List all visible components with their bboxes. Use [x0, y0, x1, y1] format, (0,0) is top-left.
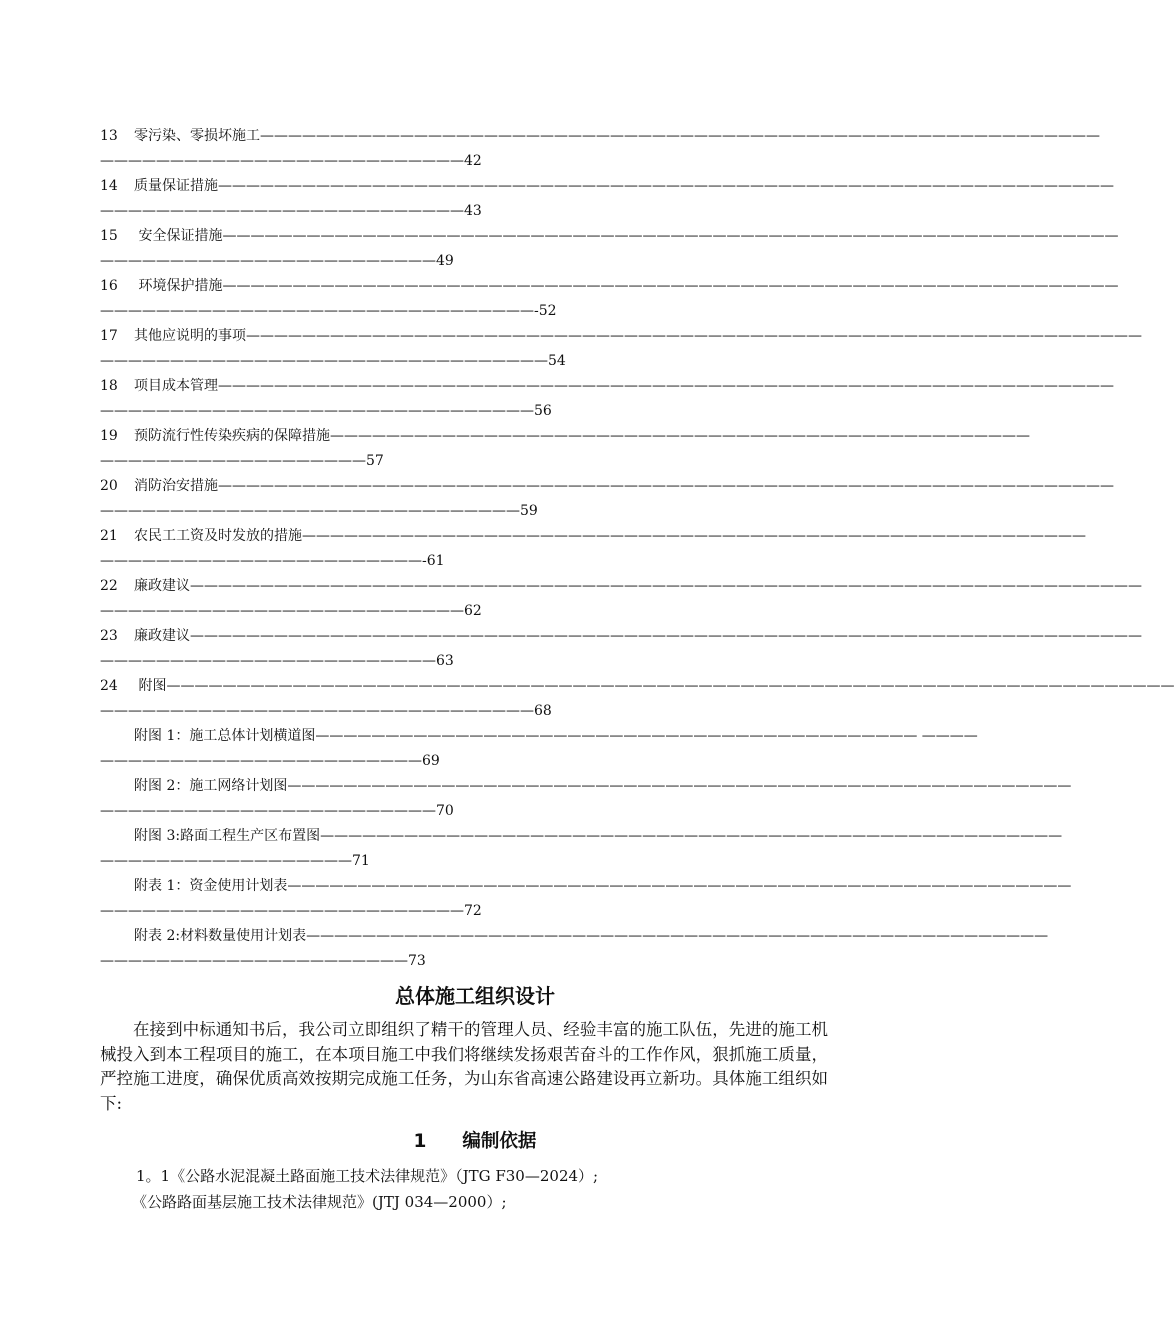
toc-entry-line [100, 124, 1100, 149]
toc-leader: ————————————————————————————————————————————————————— [306, 928, 1049, 944]
toc-entry-label: 安全保证措施 [134, 228, 223, 244]
toc-entry[interactable] [100, 224, 1119, 274]
toc-entry-label: 消防治安措施 [134, 478, 218, 494]
toc-leader: ————————————————————————————————————————————————————— [320, 828, 1063, 844]
toc-entry-line [100, 724, 978, 749]
toc-entry-label: 附表 1：资金使用计划表 [134, 878, 288, 894]
toc-entry-label: 附图 1：施工总体计划横道图 [134, 728, 316, 744]
document-title: 总体施工组织设计 [395, 984, 555, 1008]
toc-entry[interactable] [100, 624, 1142, 674]
toc-entry-label: 附图 3:路面工程生产区布置图 [134, 828, 321, 844]
toc-entry-page: ———————————————————57 [100, 453, 384, 469]
toc-leader: ———————————————————————————————————————————————————————————————— [218, 478, 1114, 494]
toc-entry-number: 24 [100, 678, 118, 694]
toc-entry-label: 质量保证措施 [134, 178, 218, 194]
toc-leader: ———————————————————————————————————————————————————————————————— [246, 328, 1142, 344]
basis-item: 《公路路面基层施工技术法律规范》(JTJ 034—2000）; [132, 1193, 507, 1211]
toc-entry-line [100, 624, 1142, 649]
toc-leader: ——————————————————————————————————————————— ———— [315, 728, 978, 744]
toc-entry[interactable] [100, 574, 1142, 624]
toc-entry-label: 预防流行性传染疾病的保障措施 [134, 428, 330, 444]
toc-entry-line [100, 674, 1174, 699]
toc-entry-label: 附图 2：施工网络计划图 [134, 778, 288, 794]
toc-entry-line [100, 874, 1072, 899]
toc-entry-page: ——————————————————————73 [100, 953, 426, 969]
toc-entry[interactable] [100, 124, 1100, 174]
section-number: 1 [413, 1131, 427, 1152]
table-of-contents [100, 124, 1174, 974]
toc-entry[interactable] [100, 774, 1072, 824]
toc-entry-page: ———————————————————————————————68 [100, 703, 552, 719]
toc-entry[interactable] [100, 724, 978, 774]
toc-entry[interactable] [100, 874, 1072, 924]
toc-entry-number: 17 [100, 328, 118, 344]
toc-leader: ———————————————————————————————————————————————————————————————————————— [166, 678, 1174, 694]
toc-entry-page: ——————————————————————————72 [100, 903, 482, 919]
toc-entry-number: 13 [100, 128, 118, 144]
toc-entry[interactable] [100, 374, 1114, 424]
toc-entry-label: 附表 2:材料数量使用计划表 [134, 928, 307, 944]
toc-leader: ———————————————————————————————————————————————————————————— [260, 128, 1100, 144]
toc-entry[interactable] [100, 274, 1119, 324]
toc-entry-page: ————————————————————————70 [100, 803, 454, 819]
toc-leader: ———————————————————————————————————————————————————————————————— [222, 278, 1119, 294]
toc-entry[interactable] [100, 924, 1049, 974]
toc-entry[interactable] [100, 474, 1114, 524]
toc-entry-line [100, 774, 1072, 799]
basis-item: 1。1《公路水泥混凝土路面施工技术法律规范》（JTG F30—2024）; [136, 1167, 599, 1185]
toc-entry-page: ————————————————————————————————54 [100, 353, 566, 369]
toc-entry-label: 廉政建议 [134, 578, 190, 594]
toc-leader: ———————————————————————————————————————————————————————— [287, 878, 1072, 894]
toc-entry-line [100, 824, 1063, 849]
toc-entry-label: 环境保护措施 [134, 278, 223, 294]
toc-entry-label: 农民工工资及时发放的措施 [134, 528, 302, 544]
toc-entry-page: ——————————————————————————62 [100, 603, 482, 619]
section-title: 编制依据 [462, 1131, 537, 1152]
toc-entry-page: ——————————————————————————43 [100, 203, 482, 219]
toc-entry-number: 23 [100, 628, 118, 644]
toc-entry[interactable] [100, 174, 1114, 224]
toc-entry-line [100, 924, 1049, 949]
toc-leader: ———————————————————————————————————————————————————————— [302, 528, 1086, 544]
toc-entry[interactable] [100, 524, 1086, 574]
toc-entry-label: 廉政建议 [134, 628, 190, 644]
intro-paragraph: 在接到中标通知书后，我公司立即组织了精干的管理人员、经验丰富的施工队伍，先进的施工机械投入到本工程项目的施工，在本项目施工中我们将继续发扬艰苦奋斗的工作作风，狠抓施工质量，严控施工进度，确保优质高效按期完成施工任务，为山东省高速公路建设再立新功。具体施工组织如下: [100, 1020, 828, 1113]
toc-entry-line [100, 224, 1119, 249]
toc-entry-number: 20 [100, 478, 118, 494]
toc-leader: ———————————————————————————————————————————————————————— [287, 778, 1072, 794]
toc-entry[interactable] [100, 424, 1030, 474]
toc-entry-label: 项目成本管理 [134, 378, 218, 394]
toc-entry-number: 19 [100, 428, 118, 444]
toc-entry[interactable] [100, 674, 1174, 724]
toc-leader: ———————————————————————————————————————————————————————————————— [222, 228, 1119, 244]
toc-entry-page: ——————————————————————————42 [100, 153, 482, 169]
toc-entry-page: ————————————————————————49 [100, 253, 454, 269]
toc-entry-line [100, 324, 1142, 349]
toc-entry-page: ———————————————————————69 [100, 753, 440, 769]
toc-entry-line [100, 374, 1114, 399]
section-heading [0, 1127, 950, 1157]
toc-entry-page: ———————————————————————————————-52 [100, 303, 557, 319]
toc-entry[interactable] [100, 824, 1063, 874]
toc-entry-line [100, 174, 1114, 199]
toc-leader: ———————————————————————————————————————————————————————————————————— [190, 628, 1142, 644]
toc-entry-page: ——————————————————71 [100, 853, 370, 869]
toc-leader: ———————————————————————————————————————————————————————————————————— [190, 578, 1142, 594]
toc-entry-line [100, 474, 1114, 499]
toc-entry-page: ————————————————————————63 [100, 653, 454, 669]
toc-leader: ———————————————————————————————————————————————————————————————— [218, 378, 1114, 394]
toc-entry-label: 其他应说明的事项 [134, 328, 246, 344]
toc-entry-line [100, 274, 1119, 299]
toc-entry-number: 15 [100, 228, 118, 244]
toc-entry-line [100, 524, 1086, 549]
toc-entry-line [100, 424, 1030, 449]
toc-entry[interactable] [100, 324, 1142, 374]
toc-leader: ———————————————————————————————————————————————————————————————— [218, 178, 1114, 194]
toc-entry-number: 16 [100, 278, 118, 294]
toc-entry-line [100, 574, 1142, 599]
toc-entry-label: 附图 [134, 678, 167, 694]
basis-list [132, 1163, 836, 1215]
toc-leader: —————————————————————————————————————————————————— [330, 428, 1030, 444]
toc-entry-number: 18 [100, 378, 118, 394]
toc-entry-page: ——————————————————————————————59 [100, 503, 538, 519]
toc-entry-number: 22 [100, 578, 118, 594]
toc-entry-number: 21 [100, 528, 118, 544]
toc-entry-page: ———————————————————————-61 [100, 553, 445, 569]
toc-entry-label: 零污染、零损坏施工 [134, 128, 260, 144]
toc-entry-page: ———————————————————————————————56 [100, 403, 552, 419]
toc-entry-number: 14 [100, 178, 118, 194]
